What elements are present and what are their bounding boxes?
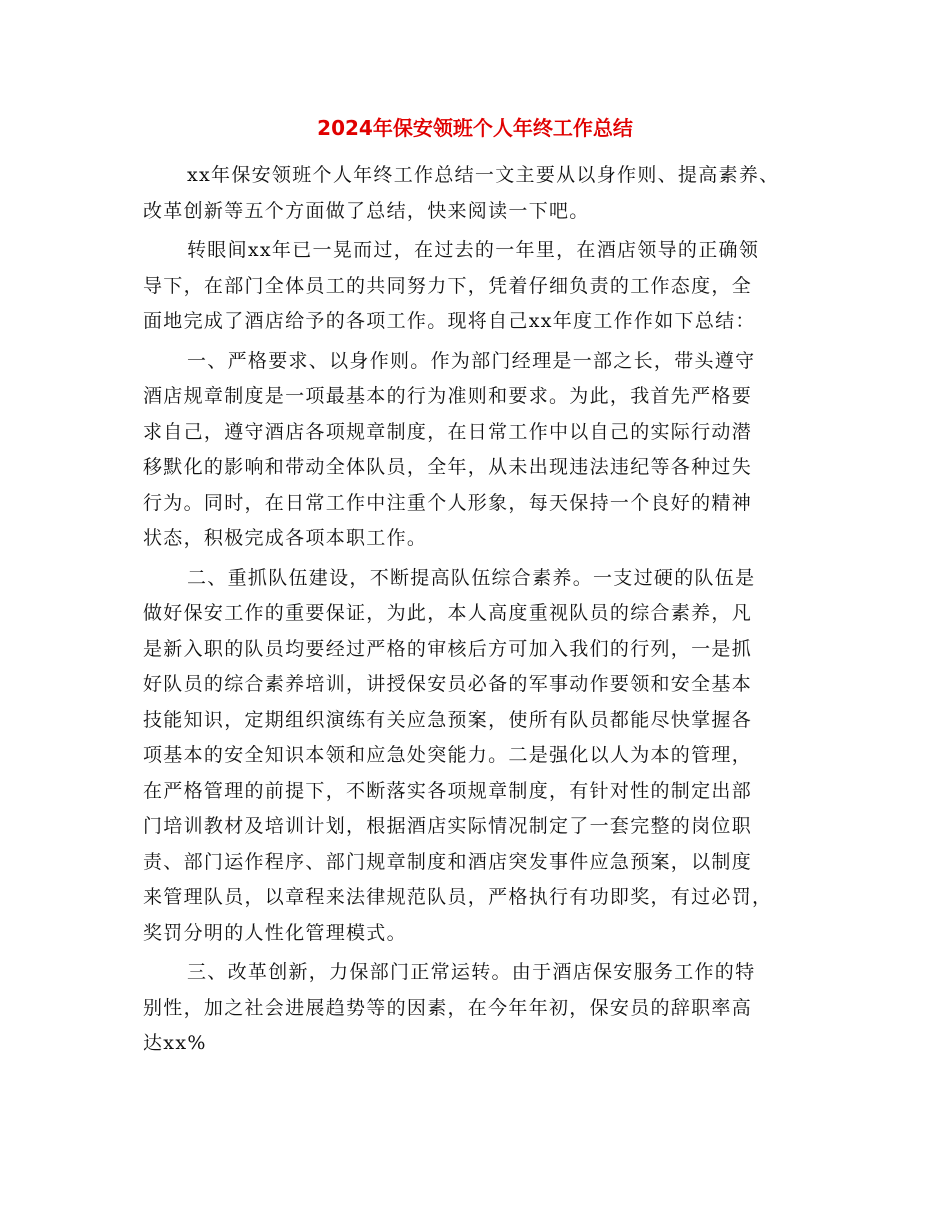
paragraph-line: 是新入职的队员均要经过严格的审核后方可加入我们的行列，一是抓	[143, 637, 753, 660]
paragraph-overview	[143, 233, 813, 340]
paragraph-line: 面地完成了酒店给予的各项工作。现将自己xx年度工作作如下总结：	[143, 310, 756, 332]
paragraph-line: 移默化的影响和带动全体队员，全年，从未出现违法违纪等各种过失	[143, 456, 753, 478]
document-title: 2024年保安领班个人年终工作总结	[317, 116, 633, 140]
paragraph-line: 别性，加之社会进展趋势等的因素，在今年年初，保安员的辞职率高	[143, 996, 753, 1019]
paragraph-section-1	[143, 344, 813, 557]
paragraph-line: 在严格管理的前提下，不断落实各项规章制度，有针对性的制定出部	[143, 779, 753, 802]
paragraph-line: xx年保安领班个人年终工作总结一文主要从以身作则、提高素养、	[187, 164, 780, 186]
paragraph-line: 技能知识，定期组织演练有关应急预案，使所有队员都能尽快掌握各	[143, 708, 753, 731]
paragraph-line: 责、部门运作程序、部门规章制度和酒店突发事件应急预案，以制度	[143, 850, 753, 873]
paragraph-line: 状态，积极完成各项本职工作。	[143, 527, 428, 549]
paragraph-line: 酒店规章制度是一项最基本的行为准则和要求。为此，我首先严格要	[143, 385, 753, 407]
paragraph-line: 好队员的综合素养培训，讲授保安员必备的军事动作要领和安全基本	[143, 673, 753, 695]
paragraph-line: 奖罚分明的人性化管理模式。	[143, 921, 407, 944]
paragraph-line: 改革创新等五个方面做了总结，快来阅读一下吧。	[143, 199, 590, 222]
paragraph-line: 门培训教材及培训计划，根据酒店实际情况制定了一套完整的岗位职	[143, 815, 753, 837]
paragraph-line: 转眼间xx年已一晃而过，在过去的一年里，在酒店领导的正确领	[187, 239, 760, 261]
paragraph-line: 二、重抓队伍建设，不断提高队伍综合素养。一支过硬的队伍是	[187, 566, 756, 589]
paragraph-intro	[143, 158, 813, 229]
paragraph-line: 导下，在部门全体员工的共同努力下，凭着仔细负责的工作态度，全	[143, 274, 753, 297]
paragraph-line: 一、严格要求、以身作则。作为部门经理是一部之长，带头遵守	[187, 349, 756, 372]
paragraph-line: 项基本的安全知识本领和应急处突能力。二是强化以人为本的管理，	[143, 744, 753, 766]
document-body	[143, 158, 813, 1066]
paragraph-line: 做好保安工作的重要保证，为此，本人高度重视队员的综合素养，凡	[143, 602, 753, 624]
paragraph-line: 行为。同时，在日常工作中注重个人形象，每天保持一个良好的精神	[143, 491, 753, 514]
paragraph-section-2	[143, 561, 813, 952]
paragraph-line: 求自己，遵守酒店各项规章制度，在日常工作中以自己的实际行动潜	[143, 420, 753, 443]
paragraph-line: 达xx%	[143, 1032, 207, 1054]
paragraph-section-3	[143, 955, 813, 1062]
paragraph-line: 来管理队员，以章程来法律规范队员，严格执行有功即奖，有过必罚，	[143, 886, 773, 908]
paragraph-line: 三、改革创新，力保部门正常运转。由于酒店保安服务工作的特	[187, 961, 756, 983]
